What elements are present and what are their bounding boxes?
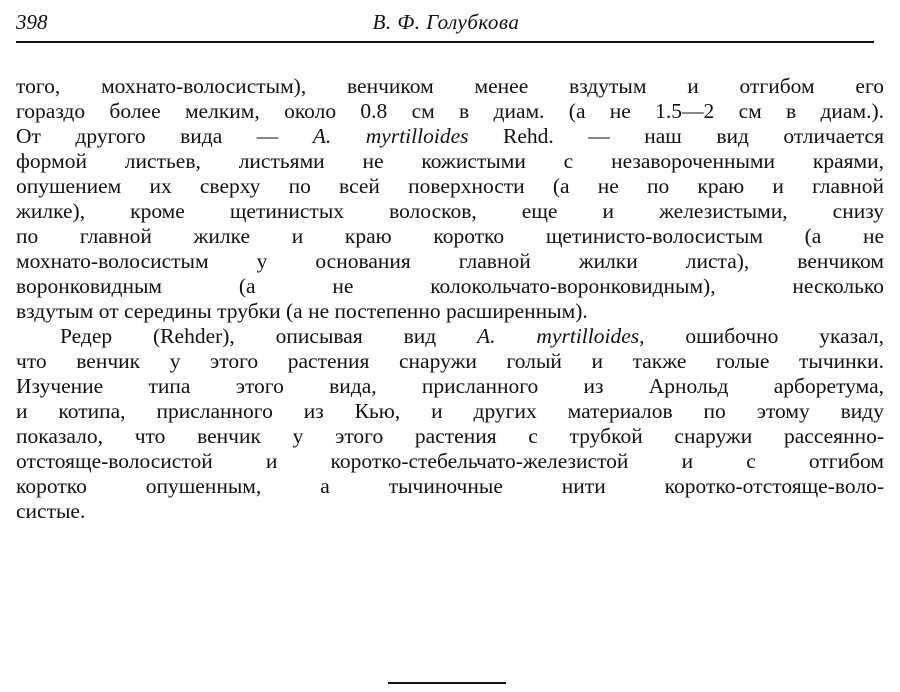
text-line: опушением их сверху по всей поверхности (а не по краю и главной xyxy=(16,174,884,198)
text-line xyxy=(16,124,884,149)
text-fragment: , ошибочно указал, xyxy=(639,324,884,348)
paragraph-2 xyxy=(16,324,884,524)
text-fragment: Редер (Rehder), описывая вид xyxy=(60,324,478,348)
text-line: по главной жилке и краю коротко щетинисто-волосистым (а не xyxy=(16,224,884,248)
text-line: жилке), кроме щетинистых волосков, еще и железистыми, снизу xyxy=(16,199,884,223)
text-line: показало, что венчик у этого растения с трубкой снаружи рассеянно- xyxy=(16,424,884,448)
header-rule xyxy=(16,41,874,43)
text-line: что венчик у этого растения снаружи голый и также голые тычинки. xyxy=(16,349,884,373)
running-header xyxy=(16,6,876,38)
footer-rule xyxy=(388,682,506,684)
text-line: мохнато-волосистым у основания главной жилки листа), венчиком xyxy=(16,249,884,273)
text-line: систые. xyxy=(16,499,86,523)
text-line: отстояще-волосистой и коротко-стебельчато-железистой и с отгибом xyxy=(16,449,884,473)
text-line xyxy=(16,324,884,349)
text-line: того, мохнато-волосистым), венчиком менее вздутым и отгибом его xyxy=(16,74,884,98)
paragraph-1 xyxy=(16,74,884,324)
page-number: 398 xyxy=(16,10,48,34)
text-line: Изучение типа этого вида, присланного из Арнольд арборетума, xyxy=(16,374,884,398)
text-line: гораздо более мелким, около 0.8 см в диам. (а не 1.5—2 см в диам.). xyxy=(16,99,884,123)
text-fragment: Rehd. — наш вид отличается xyxy=(468,124,884,148)
species-name: A. myrtilloides xyxy=(312,124,469,148)
running-header-author: В. Ф. Голубкова xyxy=(372,10,520,34)
text-fragment: От другого вида — xyxy=(16,124,313,148)
text-line: формой листьев, листьями не кожистыми с незавороченными краями, xyxy=(16,149,884,173)
text-line: вздутым от середины трубки (а не постепенно расширенным). xyxy=(16,299,588,323)
text-line: воронковидным (а не колокольчато-воронковидным), несколько xyxy=(16,274,884,298)
body-text xyxy=(16,74,884,524)
species-name: A. myrtilloides xyxy=(477,324,640,348)
text-line: коротко опушенным, а тычиночные нити коротко-отстояще-воло- xyxy=(16,474,884,498)
text-line: и котипа, присланного из Кью, и других материалов по этому виду xyxy=(16,399,884,423)
